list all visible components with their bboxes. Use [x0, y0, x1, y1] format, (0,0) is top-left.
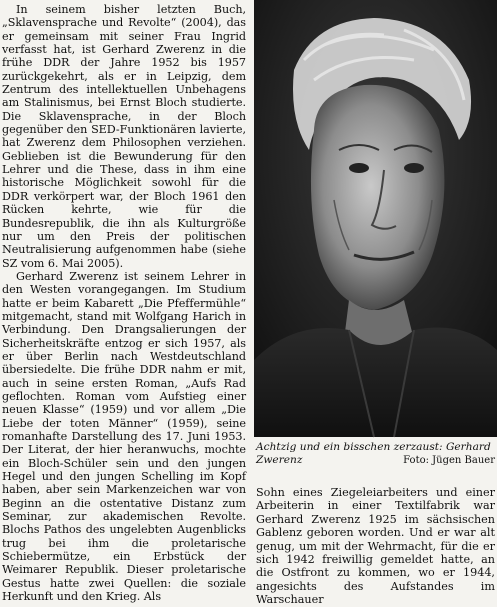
article-paragraph-1: In seinem bisher letzten Buch, „Sklavensprache und Revolte“ (2004), das er gemeinsam mit seiner Frau Ingrid verfasst hat, ist Gerhard Zwerenz in die frühe DDR der Jahre 1952 bis 1957 zurückgekehrt, als er in Leipzig, dem Zentrum des intellektuellen Unbehagens am Stalinismus, bei Ernst Bloch studierte. Die Sklavensprache, in der Bloch gegenüber den SED-Funktionären lavierte, hat Zwerenz dem Philosophen verziehen. Geblieben ist die Bewunderung für den Lehrer und die These, dass in ihm eine historische Möglichkeit sowohl für die DDR verkörpert war, der Bloch 1961 den Rücken kehrte, wie für die Bundesrepublik, die ihn als Kulturgröße nur um den Preis der politischen Neutralisierung aufgenommen habe (siehe SZ vom 6. Mai 2005).	[2, 3, 246, 270]
caption-text: Achtzig und ein bisschen zerzaust: Gerhard Zwerenz	[256, 441, 491, 466]
article-right-column	[254, 0, 497, 607]
article-paragraph-3: Sohn eines Ziegeleiarbeiters und einer Arbeiterin in einer Textilfabrik war Gerhard Zwerenz 1925 im sächsischen Gablenz geboren worden. Und er war alt genug, um mit der Wehrmacht, für die er sich 1942 freiwillig gemeldet hatte, an die Ostfront zu kommen, wo er 1944, angesichts des Aufstandes im Warschauer	[256, 486, 495, 607]
portrait-photo	[254, 0, 497, 437]
portrait-image	[254, 0, 497, 437]
article-left-column	[2, 3, 246, 604]
article-paragraph-2: Gerhard Zwerenz ist seinem Lehrer in den Westen vorangegangen. Im Studium hatte er beim Kabarett „Die Pfeffermühle“ mitgemacht, stand mit Wolfgang Harich in Verbindung. Den Drangsalierungen der Sicherheitskräfte entzog er sich 1957, als er über Berlin nach Westdeutschland übersiedelte. Die frühe DDR nahm er mit, auch in seine ersten Roman, „Aufs Rad geflochten. Roman vom Aufstieg einer neuen Klasse“ (1959) und vor allem „Die Liebe der toten Männer“ (1959), seine romanhafte Darstellung des 17. Juni 1953. Der Literat, der hier heranwuchs, mochte ein Bloch-Schüler sein und den jungen Hegel und den jungen Schelling im Kopf haben, aber sein Markenzeichen war von Beginn an die ostentative Distanz zum Seminar, zur akademischen Revolte. Blochs Pathos des ungelebten Augenblicks trug bei ihm die proletarische Schiebermütze, ein Erbstück der Weimarer Republik. Dieser proletarische Gestus hatte zwei Quellen: die soziale Herkunft und den Krieg. Als	[2, 269, 246, 604]
article-right-text	[256, 486, 495, 607]
photo-caption	[256, 441, 495, 467]
photo-credit: Foto: Jügen Bauer	[403, 455, 495, 466]
